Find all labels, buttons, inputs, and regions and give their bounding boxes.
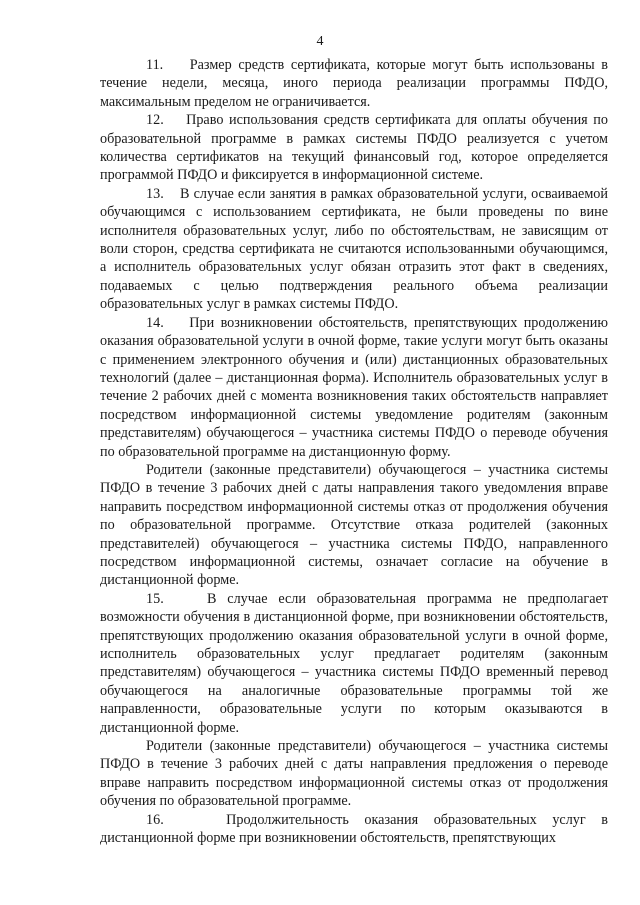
paragraph-13: 13. В случае если занятия в рамках образовательной услуги, осваиваемой обучающимся с использованием сертификата, не были проведены по вине исполнителя образовательных услуг, либо по обстоятельствам, не зависящим от воли сторон, средства сертификата не считаются использованными обучающимся, а исполнитель образовательных услуг обязан отразить этот факт в сведениях, подаваемых с целью подтверждения реального объема реализации образовательных услуг в рамках системы ПФДО. — [100, 185, 608, 313]
paragraph-16: 16. Продолжительность оказания образовательных услуг в дистанционной форме при возникновении обстоятельств, препятствующих — [100, 811, 608, 847]
document-body — [100, 56, 608, 847]
paragraph-14: 14. При возникновении обстоятельств, препятствующих продолжению оказания образовательной услуги в очной форме, такие услуги могут быть оказаны с применением электронного обучения и (или) дистанционных образовательных технологий (далее – дистанционная форма). Исполнитель образовательных услуг в течение 2 рабочих дней с момента возникновения таких обстоятельств направляет посредством информационной системы уведомление родителям (законным представителям) обучающегося – участника системы ПФДО о переводе обучения по образовательной программе на дистанционную форму. — [100, 314, 608, 460]
page-number: 4 — [316, 34, 324, 49]
paragraph-11: 11. Размер средств сертификата, которые могут быть использованы в течение недели, месяца, иного периода реализации программы ПФДО, максимальным пределом не ограничивается. — [100, 57, 608, 110]
paragraph-15-parents: Родители (законные представители) обучающегося – участника системы ПФДО в течение 3 рабочих дней с даты направления предложения о переводе вправе направить посредством информационной системы отказ от продолжения обучения по образовательной программе. — [100, 738, 608, 810]
paragraph-14-parents: Родители (законные представители) обучающегося – участника системы ПФДО в течение 3 рабочих дней с даты направления такого уведомления вправе направить посредством информационной системы отказ от продолжения обучения по образовательной программе. Отсутствие отказа родителей (законных представителей) обучающегося – участника системы ПФДО, направленного посредством информационной системы, означает согласие на обучение в дистанционной форме. — [100, 461, 608, 589]
paragraph-15: 15. В случае если образовательная программа не предполагает возможности обучения в дистанционной форме, при возникновении обстоятельств, препятствующих продолжению оказания образовательной услуги в очной форме, исполнитель образовательных услуг предлагает родителям (законным представителям) обучающегося – участника системы ПФДО временный перевод обучающегося на аналогичные образовательные программы той же направленности, образовательные услуги по которым оказываются в дистанционной форме. — [100, 590, 608, 736]
paragraph-12: 12. Право использования средств сертификата для оплаты обучения по образовательной программе в рамках системы ПФДО реализуется с учетом количества сертификатов на текущий финансовый год, которое определяется программой ПФДО и фиксируется в информационной системе. — [100, 112, 608, 184]
